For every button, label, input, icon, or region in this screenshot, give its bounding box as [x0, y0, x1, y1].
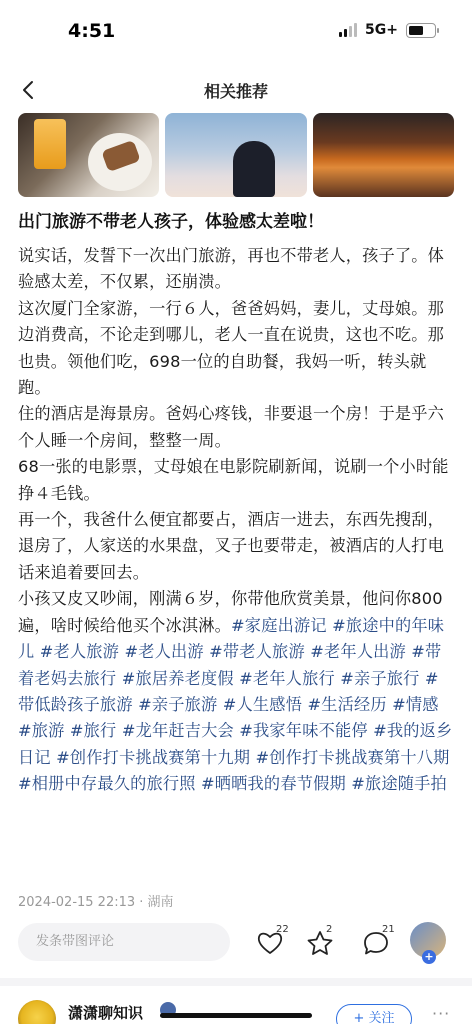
battery-icon: [406, 23, 436, 38]
hashtag[interactable]: #老年人旅行: [239, 668, 335, 688]
page-title: 相关推荐: [203, 82, 268, 101]
hashtag[interactable]: #旅途随手拍: [351, 774, 447, 794]
post-paragraph: 这次厦门全家游，一行６人，爸爸妈妈，妻儿，丈母娘。那边消费高，不论走到哪儿，老人一直在说贵，这也不吃。那也贵。领他们吃，698一位的自助餐，我妈一听，转头就跑。: [18, 298, 445, 398]
hashtag[interactable]: #带着老妈去旅行: [18, 642, 442, 688]
status-indicators: [339, 22, 436, 38]
hashtag[interactable]: #相册中存最久的旅行照: [18, 774, 196, 794]
hashtag[interactable]: #龙年赶吉大会: [121, 721, 234, 741]
follow-button[interactable]: + 关注: [336, 1004, 412, 1024]
hashtag[interactable]: #创作打卡挑战赛第十八期: [255, 747, 450, 767]
post-meta: 2024-02-15 22:13 · 湖南: [18, 895, 174, 910]
photo-sunset[interactable]: [313, 113, 454, 197]
post-paragraph: 再一个，我爸什么便宜都要占，酒店一进去，东西先搜刮，退房了，人家送的水果盘，叉子也要带走，被酒店的人打电话来追着要回去。: [18, 510, 445, 582]
home-indicator: [160, 1013, 312, 1018]
hashtag[interactable]: #创作打卡挑战赛第十九期: [56, 747, 251, 767]
hashtag[interactable]: #老人旅游: [39, 642, 120, 662]
comment-button[interactable]: [362, 926, 402, 960]
network-label: 5G+: [365, 22, 398, 38]
hashtag[interactable]: #带低龄孩子旅游: [18, 668, 439, 714]
hashtag[interactable]: #带老人旅游: [209, 642, 305, 662]
photo-strip: [18, 113, 454, 197]
status-time: 4:51: [68, 20, 116, 42]
hashtag[interactable]: #家庭出游记: [231, 615, 327, 635]
comment-input[interactable]: 发条带图评论: [18, 923, 230, 961]
hashtag[interactable]: #老人出游: [124, 642, 204, 662]
hashtag[interactable]: #生活经历: [307, 694, 387, 714]
hashtag[interactable]: #人生感悟: [222, 694, 303, 714]
section-divider: [0, 978, 472, 986]
hashtag[interactable]: #旅游: [18, 721, 65, 741]
status-bar: [0, 0, 472, 62]
author-row: [0, 994, 472, 1024]
post-body: [18, 243, 454, 798]
like-count: 22: [276, 924, 289, 935]
hashtag[interactable]: #情感: [392, 694, 439, 714]
hashtag[interactable]: #旅行: [69, 721, 117, 741]
action-bar: [0, 920, 472, 966]
comment-count: 21: [382, 924, 395, 935]
nav-bar: [0, 70, 472, 110]
hashtag[interactable]: #旅居养老度假: [121, 668, 234, 688]
post-paragraph: 68一张的电影票，丈母娘在电影院刷新闻，说刷一个小时能挣４毛钱。: [18, 457, 449, 503]
post-paragraph: 说实话，发誓下一次出门旅游，再也不带老人，孩子了。体验感太差，不仅累，还崩溃。: [18, 246, 445, 292]
photo-sky[interactable]: [165, 113, 306, 197]
author-name[interactable]: 潇潇聊知识: [68, 1004, 144, 1022]
favorite-count: 2: [326, 924, 333, 935]
post-title: 出门旅游不带老人孩子，体验感太差啦！: [18, 212, 324, 232]
hashtag[interactable]: #我的返乡日记: [18, 721, 453, 767]
hashtag[interactable]: #亲子旅行: [340, 668, 420, 688]
post-paragraph-tags: [18, 586, 454, 797]
hashtag[interactable]: #我家年味不能停: [239, 721, 368, 741]
hashtag[interactable]: #老年人出游: [310, 642, 406, 662]
like-button[interactable]: [256, 926, 296, 960]
signal-icon: [339, 23, 357, 37]
hashtag[interactable]: #旅途中的年味儿: [18, 615, 445, 662]
favorite-button[interactable]: [306, 926, 346, 960]
more-options-button[interactable]: ···: [432, 1004, 451, 1023]
author-avatar[interactable]: [18, 1000, 56, 1024]
post-paragraph: 小孩又皮又吵闹，刚满６岁，你带他欣赏美景，他问你800遍，啥时候给他买个冰淇淋。: [18, 589, 443, 635]
hashtag[interactable]: #亲子旅游: [138, 694, 218, 714]
post-paragraph: 住的酒店是海景房。爸妈心疼钱，非要退一个房！于是乎六个人睡一个房间，整整一周。: [18, 404, 445, 450]
plus-icon: +: [422, 950, 436, 964]
photo-food[interactable]: [18, 113, 159, 197]
hashtag[interactable]: #晒晒我的春节假期: [201, 774, 346, 794]
